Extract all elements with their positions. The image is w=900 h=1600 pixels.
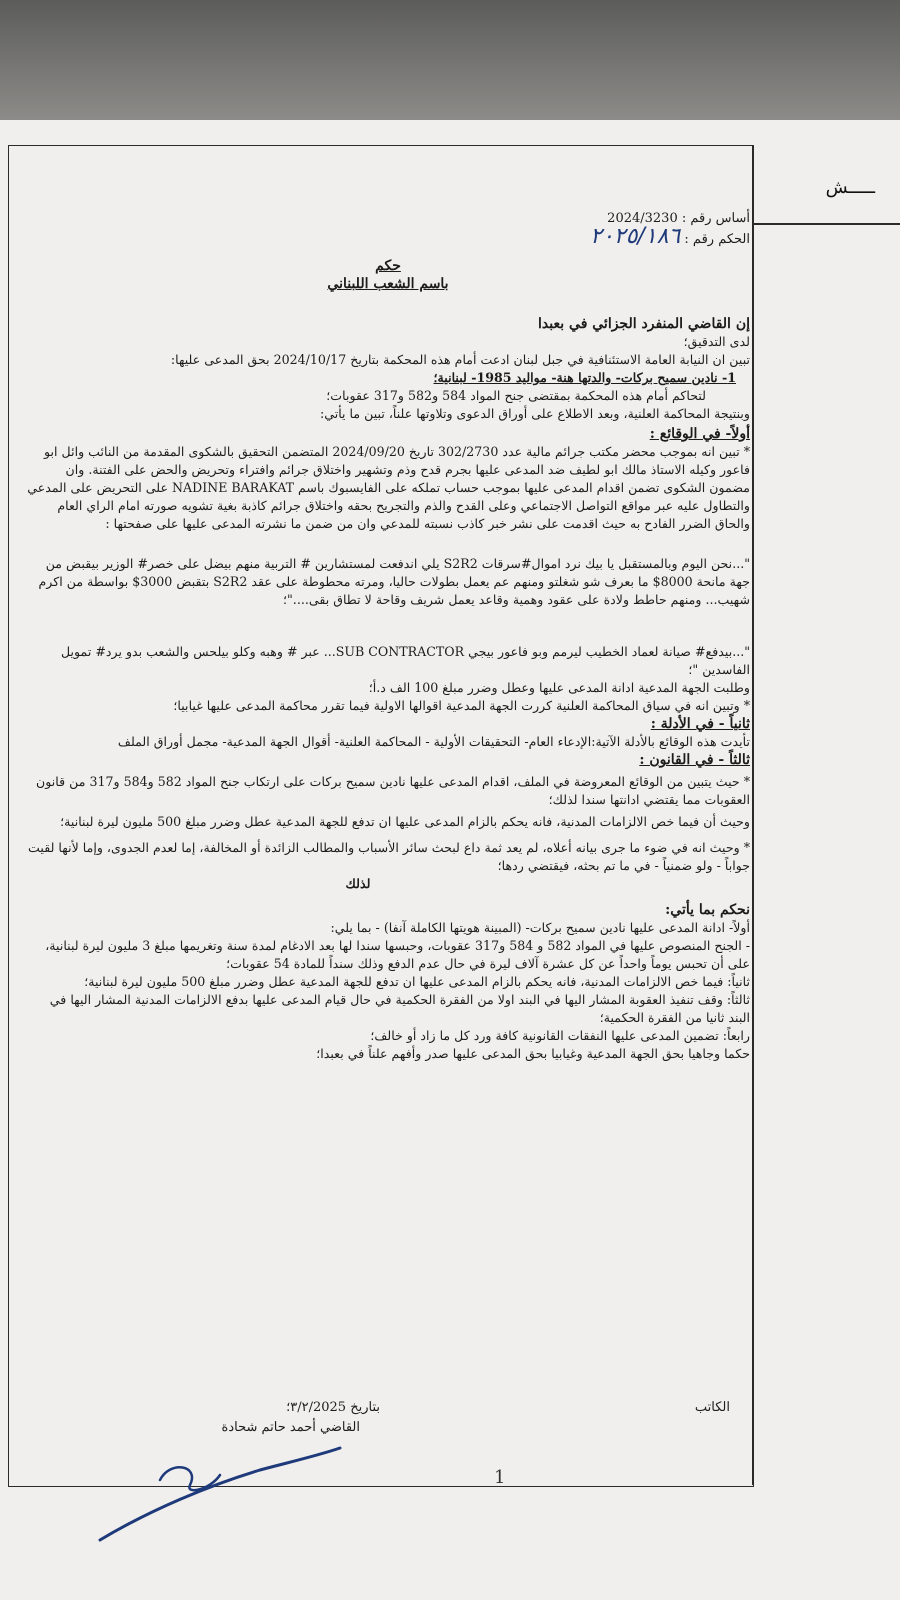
evidence-heading: ثانياً - في الأدلة : [650,716,750,732]
trial-line: وبنتيجة المحاكمة العلنية، وبعد الاطلاع على أوراق الدعوى وتلاوتها علناً، تبين ما يأتي: [319,406,750,421]
ruling-closing: حكما وجاهيا بحق الجهة المدعية وغيابيا بحق المدعى عليها صدر وأفهم علناً في بعبدا؛ [316,1046,750,1061]
charges-line: لتحاكم أمام هذه المحكمة بمقتضى جنح المواد 584 و582 و317 عقوبات؛ [326,388,706,403]
document-page [0,140,900,1580]
facts-paragraph-1: * تبين انه بموجب محضر مكتب جرائم مالية عدد 302/2730 تاريخ 2024/09/20 المتضمن التحقيق بالشكوى المقدمة من النائب وائل ابو فاعور وكيله الاستاذ مالك ابو لطيف ضد المدعى عليها بجرم قدح وذم وتشهير واختلاق جرائم وافتراء وتحريض والحض على الفتنة. وان مضمون الشكوى تضمن اقدام المدعى عليها بموجب حساب تملكه على الفايسبوك باسم NADINE BARAKAT على التحريض على المدعي والتطاول عليه عبر مواقع التواصل الاجتماعي وعلى القدح والذم والتجريح بحقه واختلاق جرائم كاذبة بغية تشويه صورته امام الراي العام والحاق الضرر الفادح به حيث اقدمت على نشر خبر كاذب نسبته للمدعي وان من ضمن ما نشرته المدعى عليها على صفحتها : [27,444,750,531]
background-top [0,0,900,120]
judge-name: القاضي أحمد حاتم شحادة [221,1420,360,1435]
facts-quote-2: "...بيدفع# صيانة لعماد الخطيب ليرمم وبو فاعور بيجي SUB CONTRACTOR... عبر # وهبه وكلو بيلحس والشعب بدو يرد# تمويل الفاسدين "؛ [61,644,750,677]
law-heading: ثالثاً - في القانون : [639,752,750,768]
ruling-first: أولاً- ادانة المدعى عليها نادين سميح بركات- (المبينة هويتها الكاملة آنفا) - بما يلي: [330,920,750,935]
facts-heading: أولاً- في الوقائع : [649,426,750,442]
page-number: 1 [494,1467,506,1488]
ruling-number-line [26,224,750,249]
court-name: إن القاضي المنفرد الجزائي في بعبدا [538,316,750,332]
document-title: حكم [375,258,401,274]
review-line: لدى التدقيق؛ [683,334,750,349]
defendant-line: 1- نادين سميح بركات- والدتها هنة- مواليد 1985- لبنانية؛ [433,370,736,385]
document-subtitle: باسم الشعب اللبناني [327,276,449,292]
document-body [26,210,750,1063]
ruling-fourth: رابعاً: تضمين المدعى عليها النفقات القانونية كافة ورد كل ما زاد أو خالف؛ [370,1028,750,1043]
margin-rule [753,223,900,225]
law-paragraph-2: وحيث أن فيما خص الالزامات المدنية، فانه يحكم بالزام المدعى عليها ان تدفع للجهة المدعية عطل وضرر مبلغ 500 مليون ليرة لبنانية؛ [60,814,750,829]
margin-label: ـــــش [825,177,875,198]
ruling-third: ثالثاً: وقف تنفيذ العقوبة المشار اليها في البند اولا من الفقرة الحكمية في حال قيام المدعى عليها بدفع الالزامات المدنية المشار اليها في البند ثانيا من الفقرة الحكمية؛ [49,992,750,1025]
evidence-paragraph: تأيدت هذه الوقائع بالأدلة الآتية:الإدعاء العام- التحقيقات الأولية - المحاكمة العلنية- أقوال الجهة المدعية- مجمل أوراق الملف [117,734,750,749]
facts-paragraph-2: وطلبت الجهة المدعية ادانة المدعى عليها وعطل وضرر مبلغ 100 الف د.أ؛ [368,680,750,695]
law-paragraph-3: * وحيث انه في ضوء ما جرى بيانه أعلاه، لم يعد ثمة داع لبحث سائر الأسباب والمطالب الزائدة أو المخالفة، إما لعدم الجدوى، وإما لأنها لقيت جواباً - ولو ضمنياً - في ما تم بحثه، فيقتضي ردها؛ [28,840,750,873]
margin-column [752,145,900,1485]
ruling-number-label: الحكم رقم : [684,232,750,247]
law-paragraph-1: * حيث يتبين من الوقائع المعروضة في الملف، اقدام المدعى عليها نادين سميح بركات على ارتكاب جنح المواد 582 و584 و317 من قانون العقوبات مما يقتضي ادانتها سندا لذلك؛ [35,774,750,807]
ruling-second: ثانياً: فيما خص الالزامات المدنية، فانه يحكم بالزام المدعى عليها ان تدفع للجهة المدعية عطل وضرر مبلغ 500 مليون ليرة لبنانية؛ [84,974,750,989]
clerk-label: الكاتب [694,1400,730,1415]
ruling-date: بتاريخ ٣/٢/2025؛ [286,1400,380,1415]
claim-paragraph: تبين ان النيابة العامة الاستئنافية في جبل لبنان ادعت أمام هذه المحكمة بتاريخ 2024/10/17 بحق المدعى عليها: [170,352,750,367]
basis-number: أساس رقم : 2024/3230 [607,211,750,226]
facts-quote-1: "...نحن اليوم وبالمستقبل يا بيك نرد اموال#سرقات S2R2 يلي اندفعت لمستشارين # التربية منهم بيضل على خصر# الوزير بيقبض من جهة مانحة 8000$ ما بعرف شو شغلتو ومنهم عم يعمل بطولات حاليا، ومرته محطوطة على عقد S2R2 بتقبض 3000$ بواسطة من اكرم شهيب... ومنهم حاطط ولادة على عقود وهمية وقاعد يعمل شريف وقاحة لا تطاق بقى...."؛ [38,556,750,607]
facts-paragraph-3: * وتبين انه في سياق المحاكمة العلنية كررت الجهة المدعية اقوالها الاولية فيما تقرر محاكمة المدعى عليها غيابيا؛ [173,698,750,713]
ruling-number: ۲۰۲٥/١٨٦ [590,224,681,249]
ruling-heading: نحكم بما يأتي: [665,902,750,918]
conclusion-word: لذلك [345,876,371,891]
judge-signature [90,1440,350,1550]
ruling-first-detail: - الجنح المنصوص عليها في المواد 582 و 584 و317 عقوبات، وحبسها سندا لها بعد الادغام لمدة سنة وتغريمها مبلغ 3 مليون ليرة لبنانية، على أن تحبس يوماً واحداً عن كل عشرة آلاف ليرة في حال عدم الدفع وذلك سنداً للمادة 54 عقوبات؛ [45,938,750,971]
